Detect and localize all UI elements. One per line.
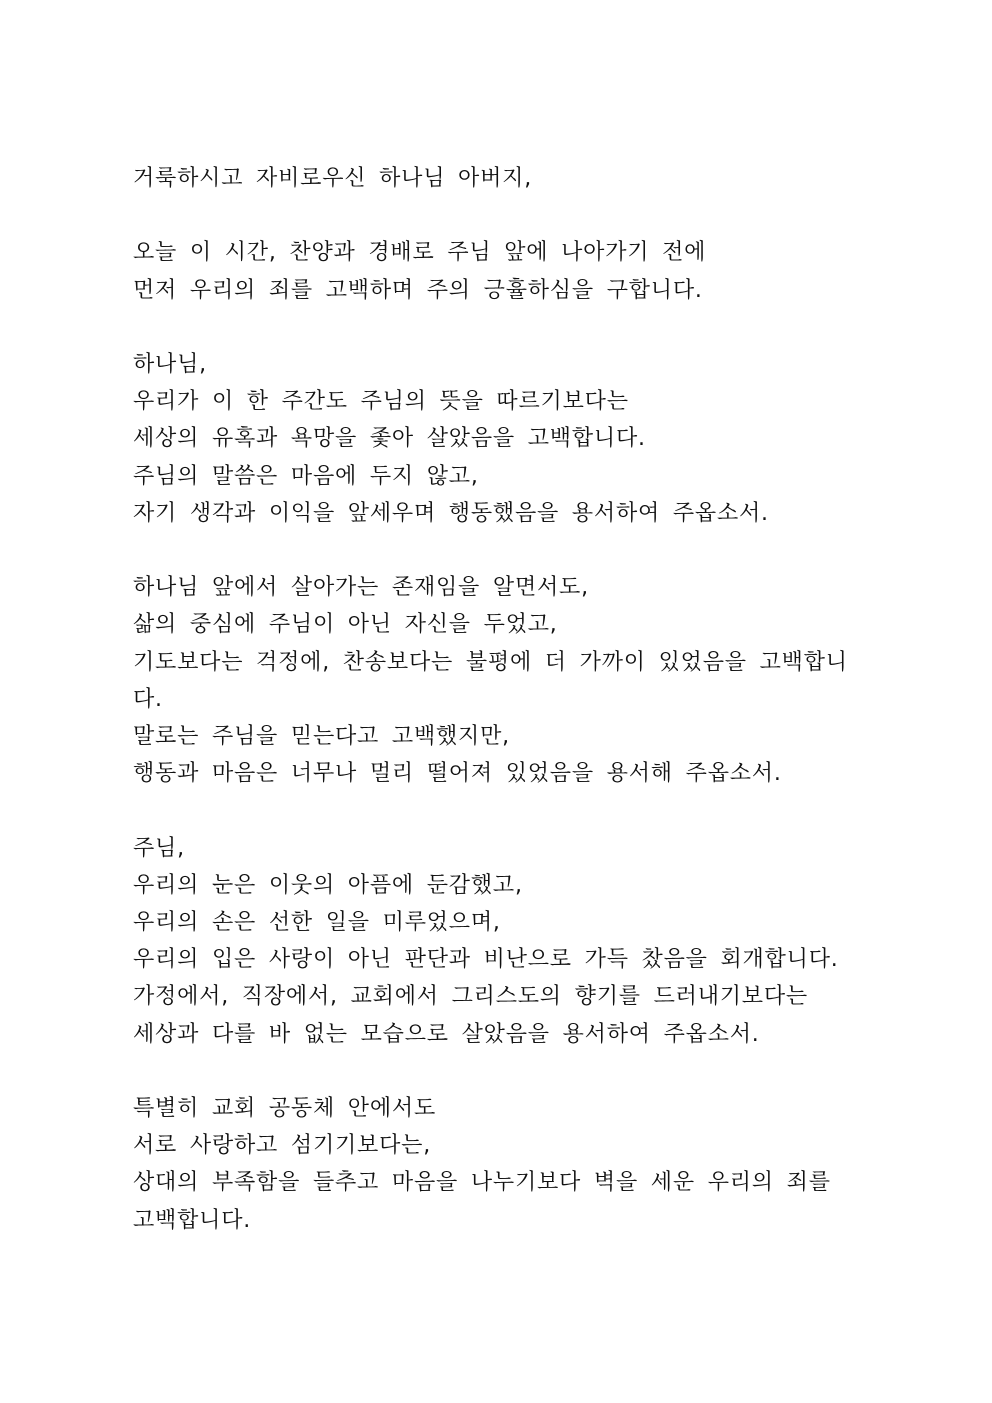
text-line: 거룩하시고 자비로우신 하나님 아버지, bbox=[133, 166, 533, 191]
text-line: 다. bbox=[133, 686, 163, 712]
text-line: 주님, bbox=[133, 835, 185, 861]
text-line: 하나님, bbox=[133, 351, 207, 377]
text-line: 오늘 이 시간, 찬양과 경배로 주님 앞에 나아가기 전에 bbox=[133, 240, 707, 266]
text-line: 행동과 마음은 너무나 멀리 떨어져 있었음을 용서해 주옵소서. bbox=[133, 761, 782, 787]
text-line: 고백합니다. bbox=[133, 1207, 252, 1233]
text-line: 우리가 이 한 주간도 주님의 뜻을 따르기보다는 bbox=[133, 389, 629, 415]
text-line: 말로는 주님을 믿는다고 고백했지만, bbox=[133, 724, 510, 749]
prayer-text bbox=[133, 160, 873, 1276]
text-line: 하나님 앞에서 살아가는 존재임을 알면서도, bbox=[133, 575, 589, 601]
text-line: 삶의 중심에 주님이 아닌 자신을 두었고, bbox=[133, 612, 558, 638]
paragraph-invocation bbox=[133, 160, 873, 197]
text-line: 기도보다는 걱정에, 찬송보다는 불평에 더 가까이 있었음을 고백합니 bbox=[133, 649, 848, 675]
text-line: 세상의 유혹과 욕망을 좇아 살았음을 고백합니다. bbox=[133, 426, 646, 452]
text-line: 우리의 입은 사랑이 아닌 판단과 비난으로 가득 찼음을 회개합니다. bbox=[133, 947, 839, 973]
text-line: 우리의 눈은 이웃의 아픔에 둔감했고, bbox=[133, 872, 523, 898]
paragraph-confession-2 bbox=[133, 569, 873, 792]
text-line: 상대의 부족함을 들추고 마음을 나누기보다 벽을 세운 우리의 죄를 bbox=[133, 1170, 831, 1196]
text-line: 특별히 교회 공동체 안에서도 bbox=[133, 1096, 437, 1121]
text-line: 우리의 손은 선한 일을 미루었으며, bbox=[133, 910, 501, 935]
paragraph-introduction bbox=[133, 234, 873, 308]
text-line: 먼저 우리의 죄를 고백하며 주의 긍휼하심을 구합니다. bbox=[133, 277, 703, 303]
text-line: 가정에서, 직장에서, 교회에서 그리스도의 향기를 드러내기보다는 bbox=[133, 984, 808, 1010]
paragraph-confession-3 bbox=[133, 830, 873, 1053]
text-line: 주님의 말씀은 마음에 두지 않고, bbox=[133, 463, 479, 489]
paragraph-confession-4 bbox=[133, 1090, 873, 1239]
text-line: 서로 사랑하고 섬기기보다는, bbox=[133, 1133, 432, 1159]
text-line: 자기 생각과 이익을 앞세우며 행동했음을 용서하여 주옵소서. bbox=[133, 500, 769, 526]
paragraph-confession-1 bbox=[133, 346, 873, 532]
text-line: 세상과 다를 바 없는 모습으로 살았음을 용서하여 주옵소서. bbox=[133, 1021, 760, 1047]
